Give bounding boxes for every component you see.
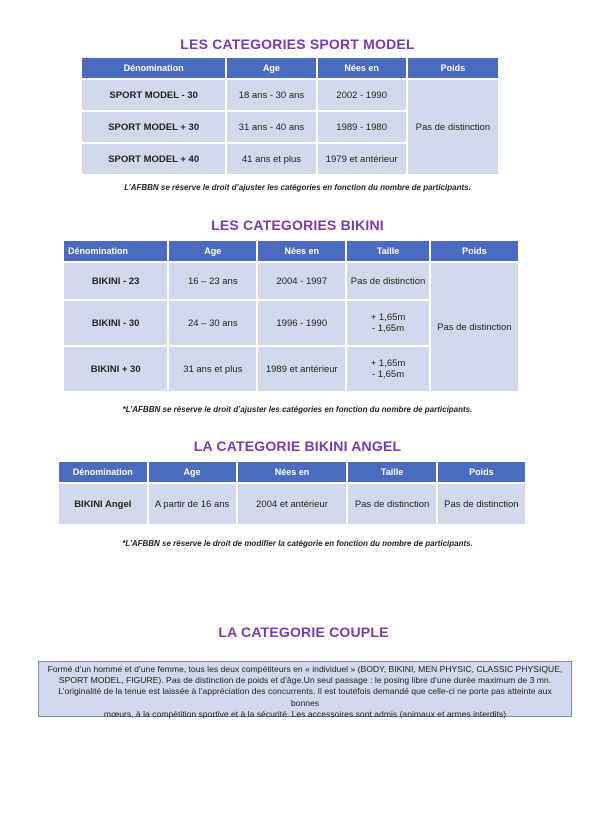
couple-line: SPORT MODEL, FIGURE). Pas de distinction de poids et d’âge.Un seul passage : le posing libre d’une durée maximum de 3 mn. (58, 675, 552, 686)
cell-denomination: BIKINI + 30 (64, 347, 167, 391)
cell-taille: Pas de distinction (348, 484, 435, 524)
cell-age: 31 ans - 40 ans (227, 112, 315, 142)
col-header: Age (169, 241, 256, 261)
cell-nees: 1989 et antérieur (258, 347, 345, 391)
col-header: Age (149, 462, 236, 482)
table-row (59, 484, 525, 524)
cell-poids: Pas de distinction (408, 80, 498, 174)
table-header-row (64, 241, 518, 261)
bikini-note: *L’AFBBN se réserve le droit d’ajuster les catégories en fonction du nombre de participants. (122, 405, 473, 414)
col-header: Dénomination (82, 58, 225, 78)
cell-taille: Pas de distinction (347, 263, 428, 299)
couple-line: Formé d’un homme et d’une femme, tous les deux compétiteurs en « individuel » (BODY, BIKINI, MEN PHYSIC, CLASSIC PHYSIQUE, (47, 664, 563, 674)
taille-minus: - 1,65m (371, 323, 405, 334)
taille-plus: + 1,65m (370, 312, 406, 323)
cell-denomination: BIKINI Angel (59, 484, 147, 524)
couple-description (38, 661, 572, 717)
table-header-row (82, 58, 498, 78)
cell-age: 16 – 23 ans (169, 263, 256, 299)
col-header: Poids (438, 462, 525, 482)
angel-title: LA CATEGORIE BIKINI ANGEL (193, 438, 402, 454)
cell-nees: 1996 - 1990 (258, 301, 345, 345)
table-header-row (59, 462, 525, 482)
table-row (82, 80, 498, 110)
cell-denomination: SPORT MODEL + 30 (82, 112, 225, 142)
cell-age: 31 ans et plus (169, 347, 256, 391)
col-header: Poids (431, 241, 518, 261)
taille-minus: - 1,65m (371, 369, 405, 380)
col-header: Nées en (258, 241, 345, 261)
angel-note: *L’AFBBN se réserve le droit de modifier la catégorie en fonction du nombre de participants. (122, 539, 473, 548)
table-row (64, 263, 518, 299)
angel-table (57, 460, 527, 526)
col-header: Nées en (238, 462, 347, 482)
bikini-table (62, 239, 520, 393)
col-header: Taille (348, 462, 435, 482)
cell-denomination: SPORT MODEL + 40 (82, 144, 225, 174)
col-header: Age (227, 58, 315, 78)
col-header: Dénomination (59, 462, 147, 482)
sport-table (80, 56, 500, 176)
couple-line: mœurs, à la compétition sportive et à la sécurité. Les accessoires sont admis (animaux et armes interdits) (103, 708, 507, 719)
cell-poids: Pas de distinction (438, 484, 525, 524)
sport-note: L’AFBBN se réserve le droit d’ajuster les catégories en fonction du nombre de participants. (124, 183, 471, 192)
bikini-title: LES CATEGORIES BIKINI (211, 217, 384, 233)
cell-taille (347, 301, 428, 345)
sport-title: LES CATEGORIES SPORT MODEL (180, 36, 415, 52)
cell-age: 41 ans et plus (227, 144, 315, 174)
cell-nees: 1979 et antérieur (318, 144, 406, 174)
cell-nees: 1989 - 1980 (318, 112, 406, 142)
couple-line: L’originalité de la tenue est laissée à l’appréciation des concurrents. Il est toutefois demandé que celle-ci ne porte pas atteinte aux bonnes (58, 686, 552, 708)
cell-denomination: SPORT MODEL - 30 (82, 80, 225, 110)
cell-denomination: BIKINI - 23 (64, 263, 167, 299)
cell-age: A partir de 16 ans (149, 484, 236, 524)
cell-age: 24 – 30 ans (169, 301, 256, 345)
cell-nees: 2004 - 1997 (258, 263, 345, 299)
col-header: Nées en (318, 58, 406, 78)
col-header: Dénomination (64, 241, 167, 261)
cell-denomination: BIKINI - 30 (64, 301, 167, 345)
cell-nees: 2002 - 1990 (318, 80, 406, 110)
cell-poids: Pas de distinction (431, 263, 518, 391)
cell-nees: 2004 et antérieur (238, 484, 347, 524)
couple-title: LA CATEGORIE COUPLE (218, 624, 389, 640)
col-header: Taille (347, 241, 428, 261)
taille-plus: + 1,65m (370, 358, 406, 369)
cell-age: 18 ans - 30 ans (227, 80, 315, 110)
col-header: Poids (408, 58, 498, 78)
cell-taille (347, 347, 428, 391)
